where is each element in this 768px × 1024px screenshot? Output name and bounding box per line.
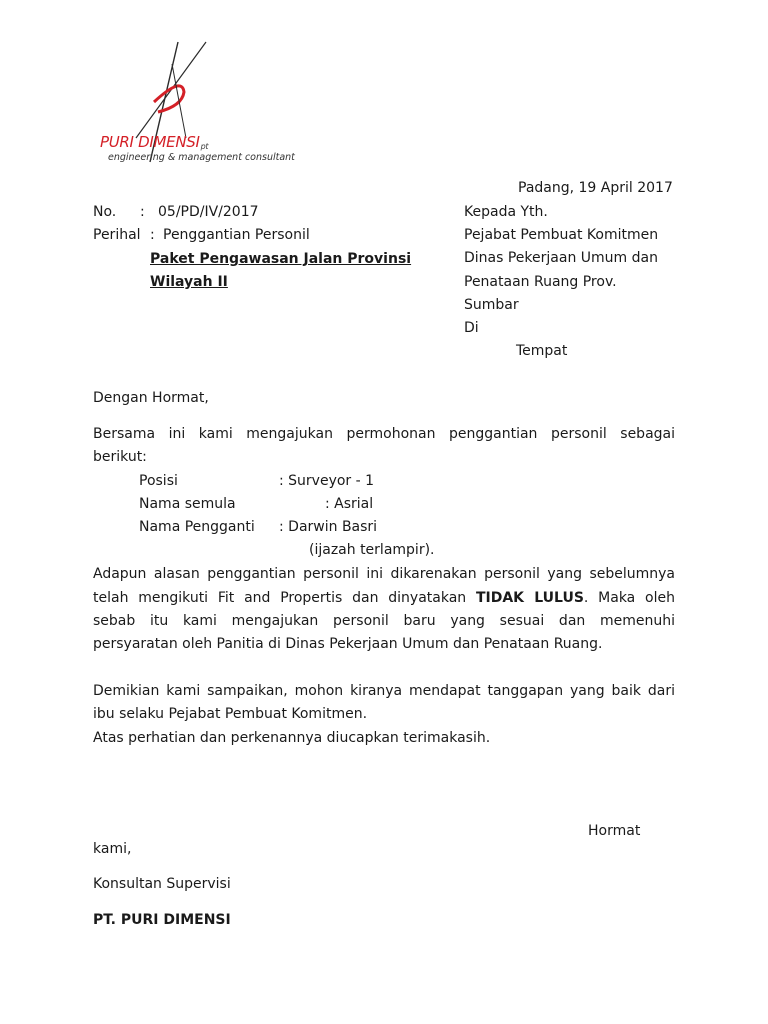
recipient-line-2: Pejabat Pembuat Komitmen	[464, 227, 659, 243]
perihal-label: Perihal	[93, 227, 141, 243]
no-colon: :	[140, 204, 145, 220]
posisi-value: : Surveyor - 1	[279, 473, 375, 489]
recipient-line-1: Kepada Yth.	[464, 204, 548, 220]
project-line-1: Paket Pengawasan Jalan Provinsi	[150, 251, 412, 267]
nama-semula-label: Nama semula	[139, 496, 236, 512]
recipient-line-7: Tempat	[516, 343, 568, 359]
intro-line-2: berikut:	[93, 449, 147, 465]
reason-line-4: persyaratan oleh Panitia di Dinas Pekerjaan Umum dan Penataan Ruang.	[93, 636, 603, 652]
perihal-value: Penggantian Personil	[163, 227, 310, 243]
sign-kami: kami,	[93, 841, 132, 857]
tidak-lulus-emphasis: TIDAK LULUS	[475, 590, 584, 606]
company-logo-tagline: engineering & management consultant	[108, 152, 295, 163]
company-logo-name: PURI $DIMENSI_{pt}$	[100, 133, 209, 151]
closing-line-2: ibu selaku Pejabat Pembuat Komitmen.	[93, 706, 368, 722]
closing-line-1: Demikian kami sampaikan, mohon kiranya mendapat tanggapan yang baik dari	[93, 683, 675, 699]
place-date: Padang, 19 April 2017	[518, 180, 673, 196]
nama-pengganti-label: Nama Pengganti	[139, 519, 255, 535]
closing-line-3: Atas perhatian dan perkenannya diucapkan terimakasih.	[93, 730, 491, 746]
intro-line-1: Bersama ini kami mengajukan permohonan penggantian personil sebagai	[93, 426, 675, 442]
perihal-colon: :	[150, 227, 155, 243]
ijazah-note: (ijazah terlampir).	[309, 542, 435, 558]
reason-line-1: Adapun alasan penggantian personil ini dikarenakan personil yang sebelumnya	[93, 566, 675, 582]
project-line-2: Wilayah II	[150, 274, 228, 290]
recipient-line-5: Sumbar	[464, 297, 519, 313]
reason-line-2: telah mengikuti Fit and Propertis dan dinyatakan TIDAK LULUS. Maka oleh	[93, 590, 675, 606]
recipient-line-6: Di	[464, 320, 479, 336]
greeting: Dengan Hormat,	[93, 390, 209, 406]
sign-hormat: Hormat	[588, 823, 641, 839]
nama-semula-value: : Asrial	[325, 496, 374, 512]
posisi-label: Posisi	[139, 473, 178, 489]
recipient-line-4: Penataan Ruang Prov.	[464, 274, 617, 290]
recipient-line-3: Dinas Pekerjaan Umum dan	[464, 250, 658, 266]
sign-role: Konsultan Supervisi	[93, 876, 231, 892]
nama-pengganti-value: : Darwin Basri	[279, 519, 378, 535]
no-label: No.	[93, 204, 117, 220]
no-value: 05/PD/IV/2017	[158, 204, 259, 220]
reason-line-3: sebab itu kami mengajukan personil baru yang sesuai dan memenuhi	[93, 613, 675, 629]
sign-company: PT. PURI DIMENSI	[93, 912, 231, 928]
